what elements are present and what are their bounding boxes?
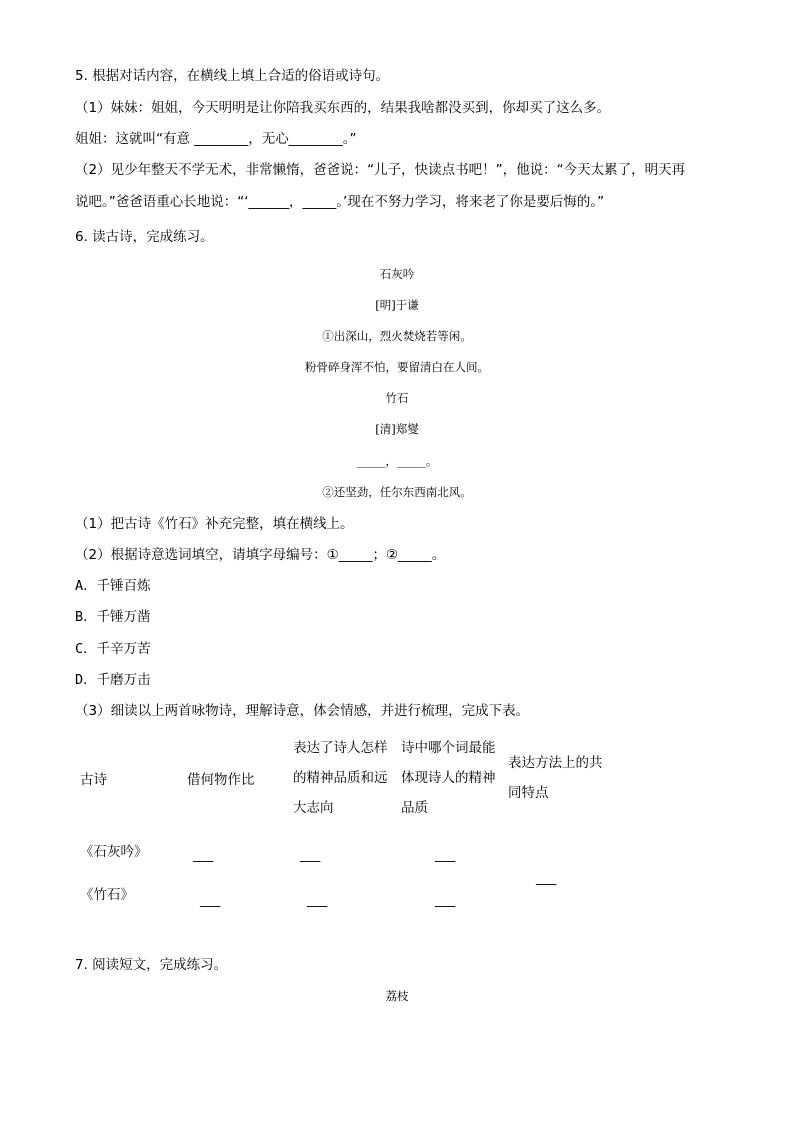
- poem1-line1: ①出深山，烈火焚烧若等闲。: [322, 329, 472, 343]
- q5-part1-answer: 姐姐：这就叫“有意 ________，无心________。”: [75, 131, 357, 147]
- q6-sub3: （3）细读以上两首咏物诗，理解诗意，体会情感，并进行梳理，完成下表。: [75, 703, 530, 719]
- table-common-blank: ___: [536, 870, 557, 886]
- option-b: B．千锤万凿: [75, 609, 151, 625]
- q5-title: 5. 根据对话内容，在横线上填上合适的俗语或诗句。: [75, 68, 390, 84]
- table-header-spirit: 表达了诗人怎样的精神品质和远大志向: [293, 740, 388, 816]
- table-header-object: 借何物作比: [187, 772, 255, 788]
- poem2-line1: _____，_____。: [356, 454, 438, 468]
- option-a: A．千锤百炼: [75, 578, 151, 594]
- q6-sub2: （2）根据诗意选词填空，请填字母编号：①_____；②_____。: [75, 547, 446, 563]
- q7-title: 7. 阅读短文，完成练习。: [75, 957, 228, 973]
- poem1-author: [明]于谦: [375, 298, 419, 312]
- option-d: D．千磨万击: [75, 672, 151, 688]
- table-header-word: 诗中哪个词最能体现诗人的精神品质: [401, 740, 496, 816]
- poem1-line2: 粉骨碎身浑不怕，要留清白在人间。: [305, 360, 489, 374]
- table-row1-blank2: ___: [300, 847, 321, 863]
- table-row1-blank3: ___: [435, 847, 456, 863]
- table-row2-blank3: ___: [435, 892, 456, 908]
- table-row1-blank1: ___: [193, 847, 214, 863]
- table-row1-poem: 《石灰吟》: [80, 844, 148, 860]
- table-header-poem: 古诗: [80, 772, 107, 788]
- poem2-author: [清]郑燮: [375, 422, 419, 436]
- q5-part2: （2）见少年整天不学无术，非常懒惰，爸爸说：“儿子，快读点书吧！”，他说：“今天太累了，明天再: [75, 162, 686, 178]
- q6-title: 6. 读古诗，完成练习。: [75, 229, 214, 245]
- table-header-method: 表达方法上的共同特点: [508, 755, 603, 801]
- table-row2-blank1: ___: [200, 892, 221, 908]
- table-row2-poem: 《竹石》: [80, 887, 134, 903]
- poem1-title: 石灰吟: [379, 267, 415, 281]
- passage-title: 荔枝: [385, 989, 409, 1003]
- poem2-title: 竹石: [385, 391, 409, 405]
- option-c: C．千辛万苦: [75, 641, 151, 657]
- q5-part1: （1）妹妹：姐姐，今天明明是让你陪我买东西的，结果我啥都没买到，你却买了这么多。: [75, 100, 611, 116]
- table-row2-blank2: ___: [307, 892, 328, 908]
- poem2-line2: ②还坚劲，任尔东西南北风。: [322, 485, 472, 499]
- q5-part2-cont: 说吧。”爸爸语重心长地说：“‘______，_____。’现在不努力学习，将来老了你是要后悔的。”: [75, 194, 605, 210]
- q6-sub1: （1）把古诗《竹石》补充完整，填在横线上。: [75, 516, 354, 532]
